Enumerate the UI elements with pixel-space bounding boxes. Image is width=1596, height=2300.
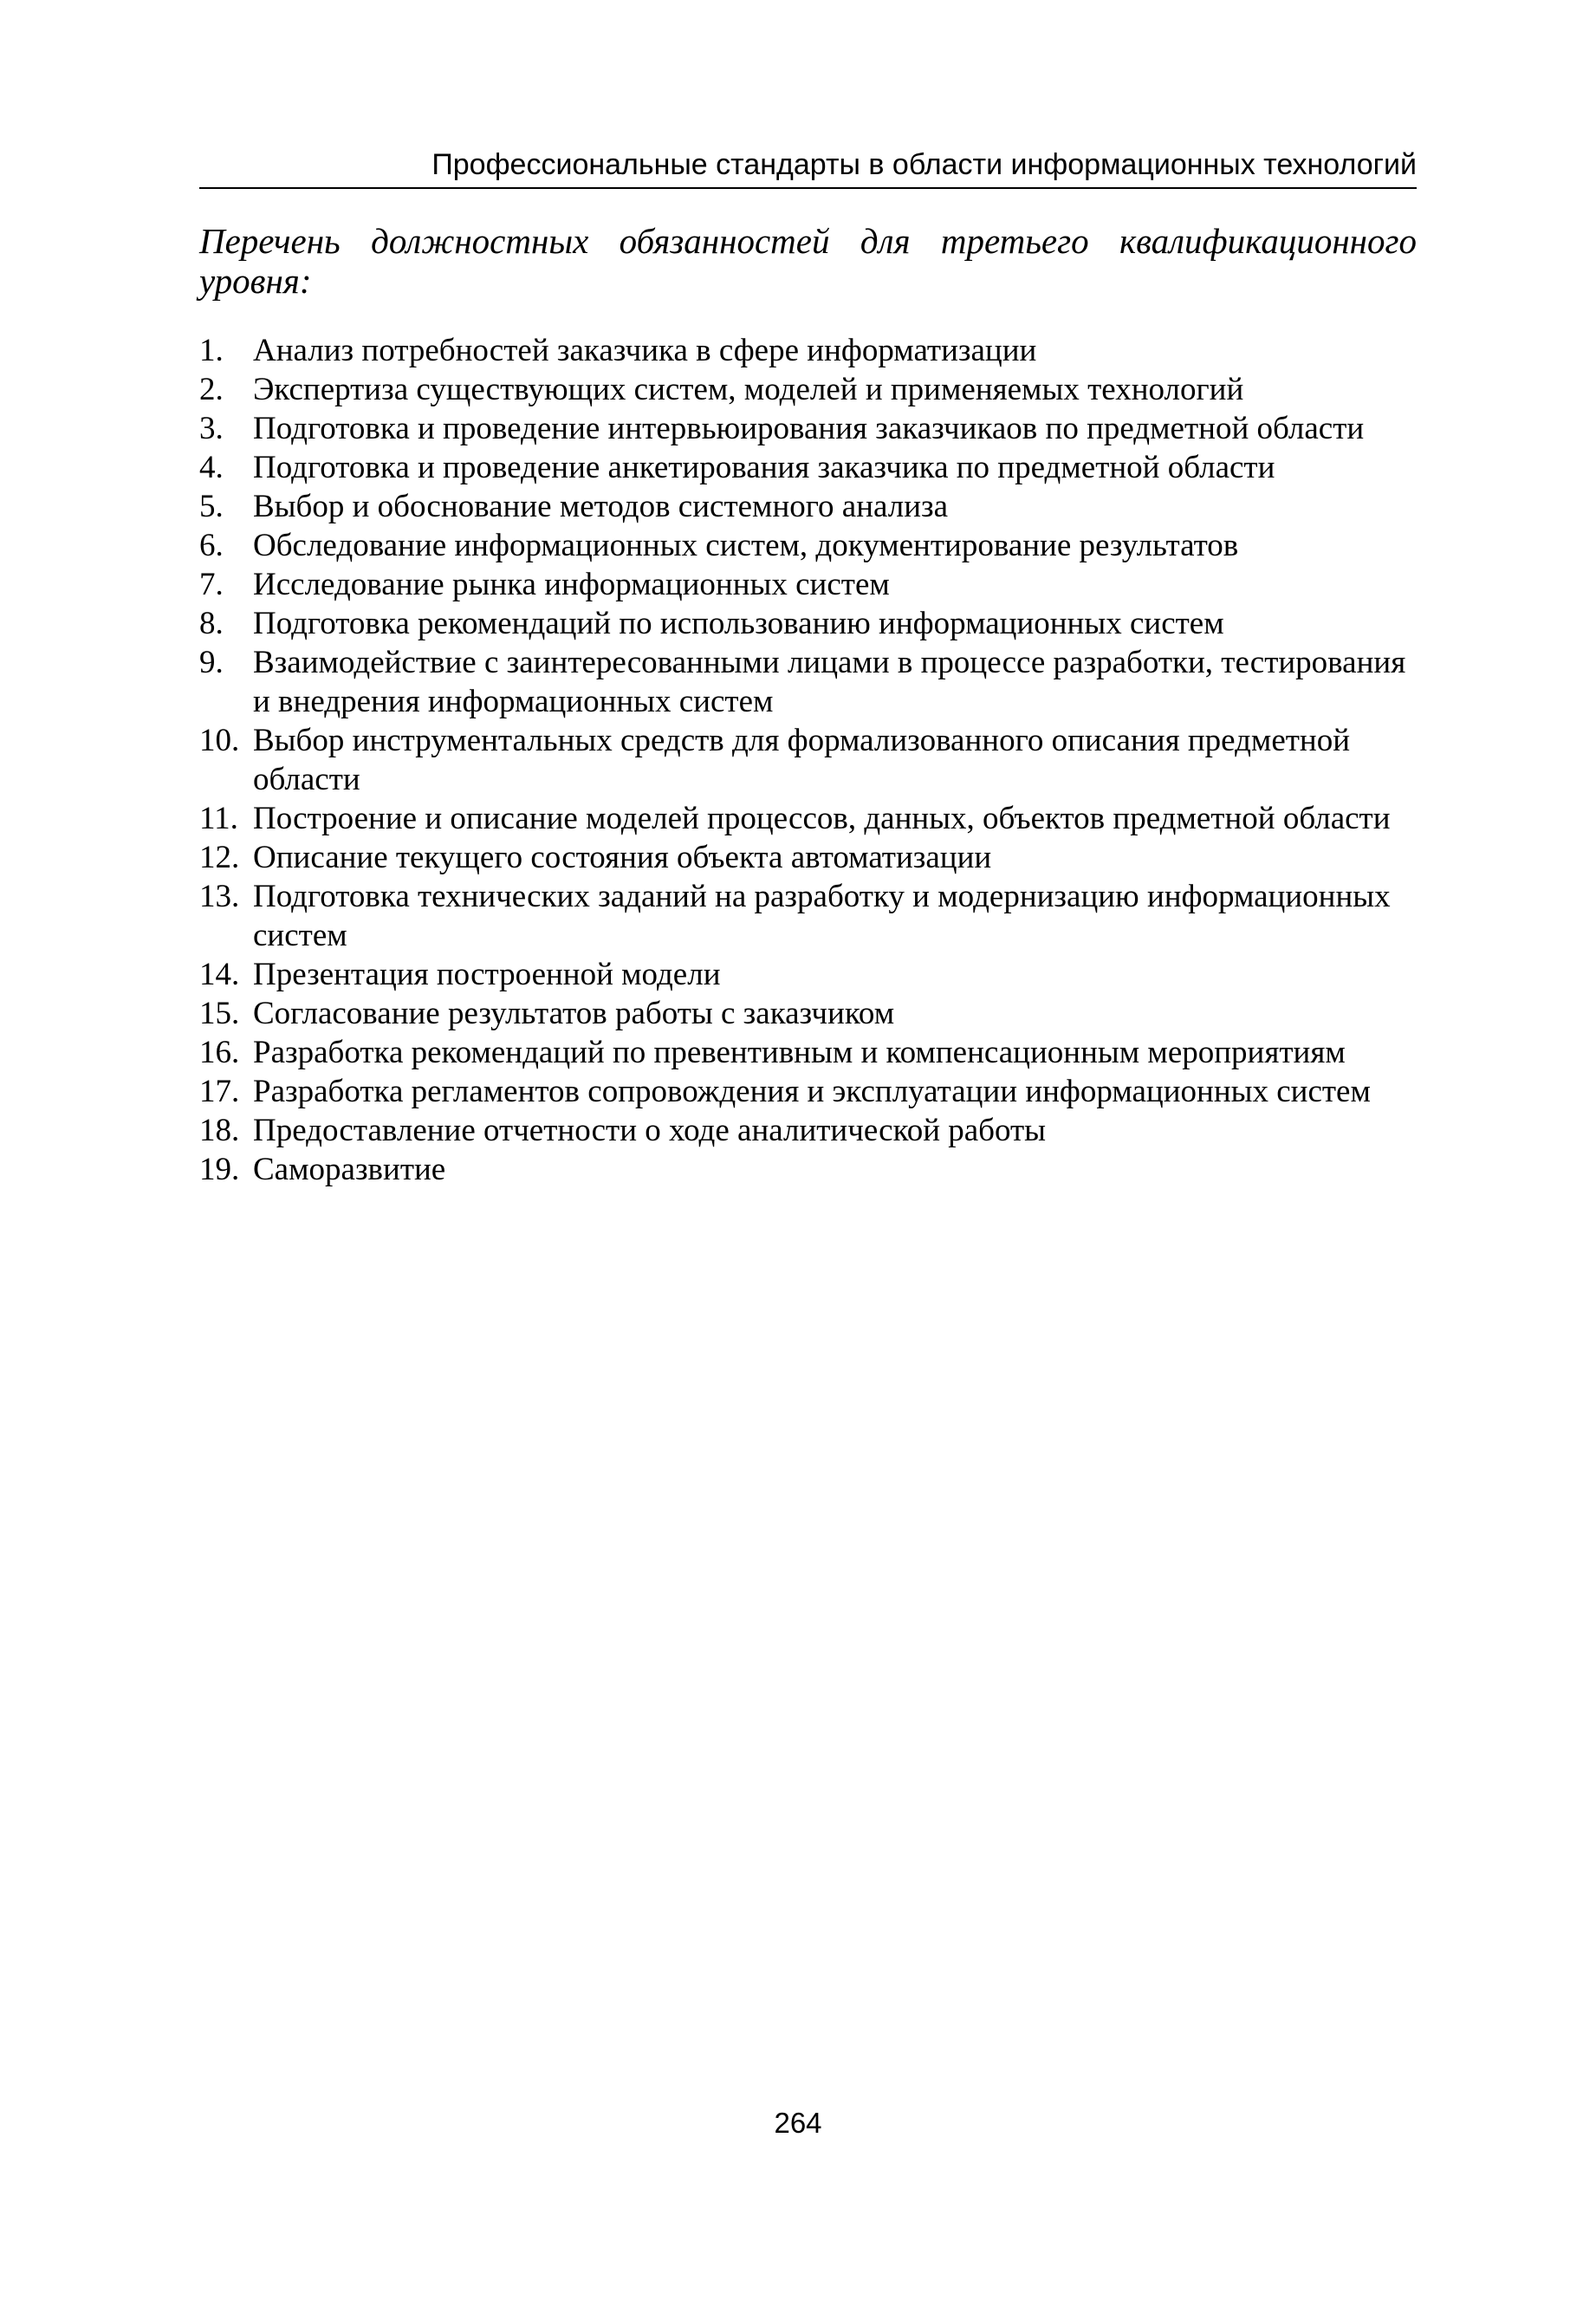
- duty-item: [199, 604, 1430, 643]
- duty-item: [199, 487, 1430, 526]
- duty-number: 1.: [199, 333, 224, 368]
- duty-text: Обследование информационных систем, документирование результатов: [253, 528, 1239, 563]
- duty-text: Предоставление отчетности о ходе аналитической работы: [253, 1113, 1047, 1148]
- duty-number: 13.: [199, 879, 240, 914]
- duty-number: 19.: [199, 1152, 240, 1187]
- duty-number: 15.: [199, 996, 240, 1031]
- duty-item: [199, 565, 1430, 604]
- duty-text: Саморазвитие: [253, 1152, 446, 1187]
- duty-item: [199, 1072, 1430, 1111]
- duty-text: Выбор и обоснование методов системного анализа: [253, 489, 949, 524]
- duty-number: 10.: [199, 723, 240, 758]
- duty-number: 12.: [199, 840, 240, 875]
- duty-item: [199, 1111, 1430, 1150]
- duty-text: Исследование рынка информационных систем: [253, 567, 890, 602]
- duty-item: [199, 721, 1430, 799]
- page-number: 264: [774, 2107, 822, 2139]
- duty-item: [199, 877, 1430, 955]
- duty-text: Построение и описание моделей процессов, данных, объектов предметной области: [253, 801, 1391, 836]
- duty-text: Разработка регламентов сопровождения и эксплуатации информационных систем: [253, 1074, 1371, 1109]
- duty-text: Выбор инструментальных средств для формализованного описания предметной области: [253, 723, 1351, 797]
- duty-number: 17.: [199, 1074, 240, 1109]
- duty-number: 8.: [199, 606, 224, 641]
- duty-text: Взаимодействие с заинтересованными лицами в процессе разработки, тестирования и внедрения информационных систем: [253, 645, 1406, 719]
- duty-number: 3.: [199, 411, 224, 446]
- duty-item: [199, 526, 1430, 565]
- duty-item: [199, 370, 1430, 409]
- duty-text: Подготовка рекомендаций по использованию информационных систем: [253, 606, 1224, 641]
- duty-text: Подготовка и проведение интервьюирования заказчикаов по предметной области: [253, 411, 1365, 446]
- duty-text: Подготовка технических заданий на разработку и модернизацию информационных систем: [253, 879, 1391, 953]
- duty-item: [199, 994, 1430, 1033]
- duty-text: Анализ потребностей заказчика в сфере информатизации: [253, 333, 1037, 368]
- duty-number: 16.: [199, 1035, 240, 1070]
- duty-text: Описание текущего состояния объекта автоматизации: [253, 840, 992, 875]
- duty-item: [199, 838, 1430, 877]
- duty-item: [199, 331, 1430, 370]
- duty-number: 2.: [199, 372, 224, 407]
- duty-text: Разработка рекомендаций по превентивным и компенсационным мероприятиям: [253, 1035, 1346, 1070]
- duty-item: [199, 955, 1430, 994]
- duty-text: Подготовка и проведение анкетирования заказчика по предметной области: [253, 450, 1275, 485]
- duty-number: 5.: [199, 489, 224, 524]
- duty-item: [199, 1150, 1430, 1189]
- duty-number: 6.: [199, 528, 224, 563]
- duty-item: [199, 799, 1430, 838]
- duty-item: [199, 1033, 1430, 1072]
- duty-number: 7.: [199, 567, 224, 602]
- duty-text: Презентация построенной модели: [253, 957, 721, 992]
- duty-item: [199, 448, 1430, 487]
- duty-text: Согласование результатов работы с заказчиком: [253, 996, 895, 1031]
- duty-item: [199, 409, 1430, 448]
- duty-item: [199, 643, 1430, 721]
- duties-list: [199, 331, 1430, 1189]
- duty-text: Экспертиза существующих систем, моделей и применяемых технологий: [253, 372, 1244, 407]
- running-header: Профессиональные стандарты в области информационных технологий: [199, 146, 1417, 189]
- duty-number: 4.: [199, 450, 224, 485]
- duty-number: 18.: [199, 1113, 240, 1148]
- section-heading: Перечень должностных обязанностей для третьего квалификационного уровня:: [199, 221, 1417, 301]
- duty-number: 11.: [199, 801, 238, 836]
- duty-number: 14.: [199, 957, 240, 992]
- duty-number: 9.: [199, 645, 224, 680]
